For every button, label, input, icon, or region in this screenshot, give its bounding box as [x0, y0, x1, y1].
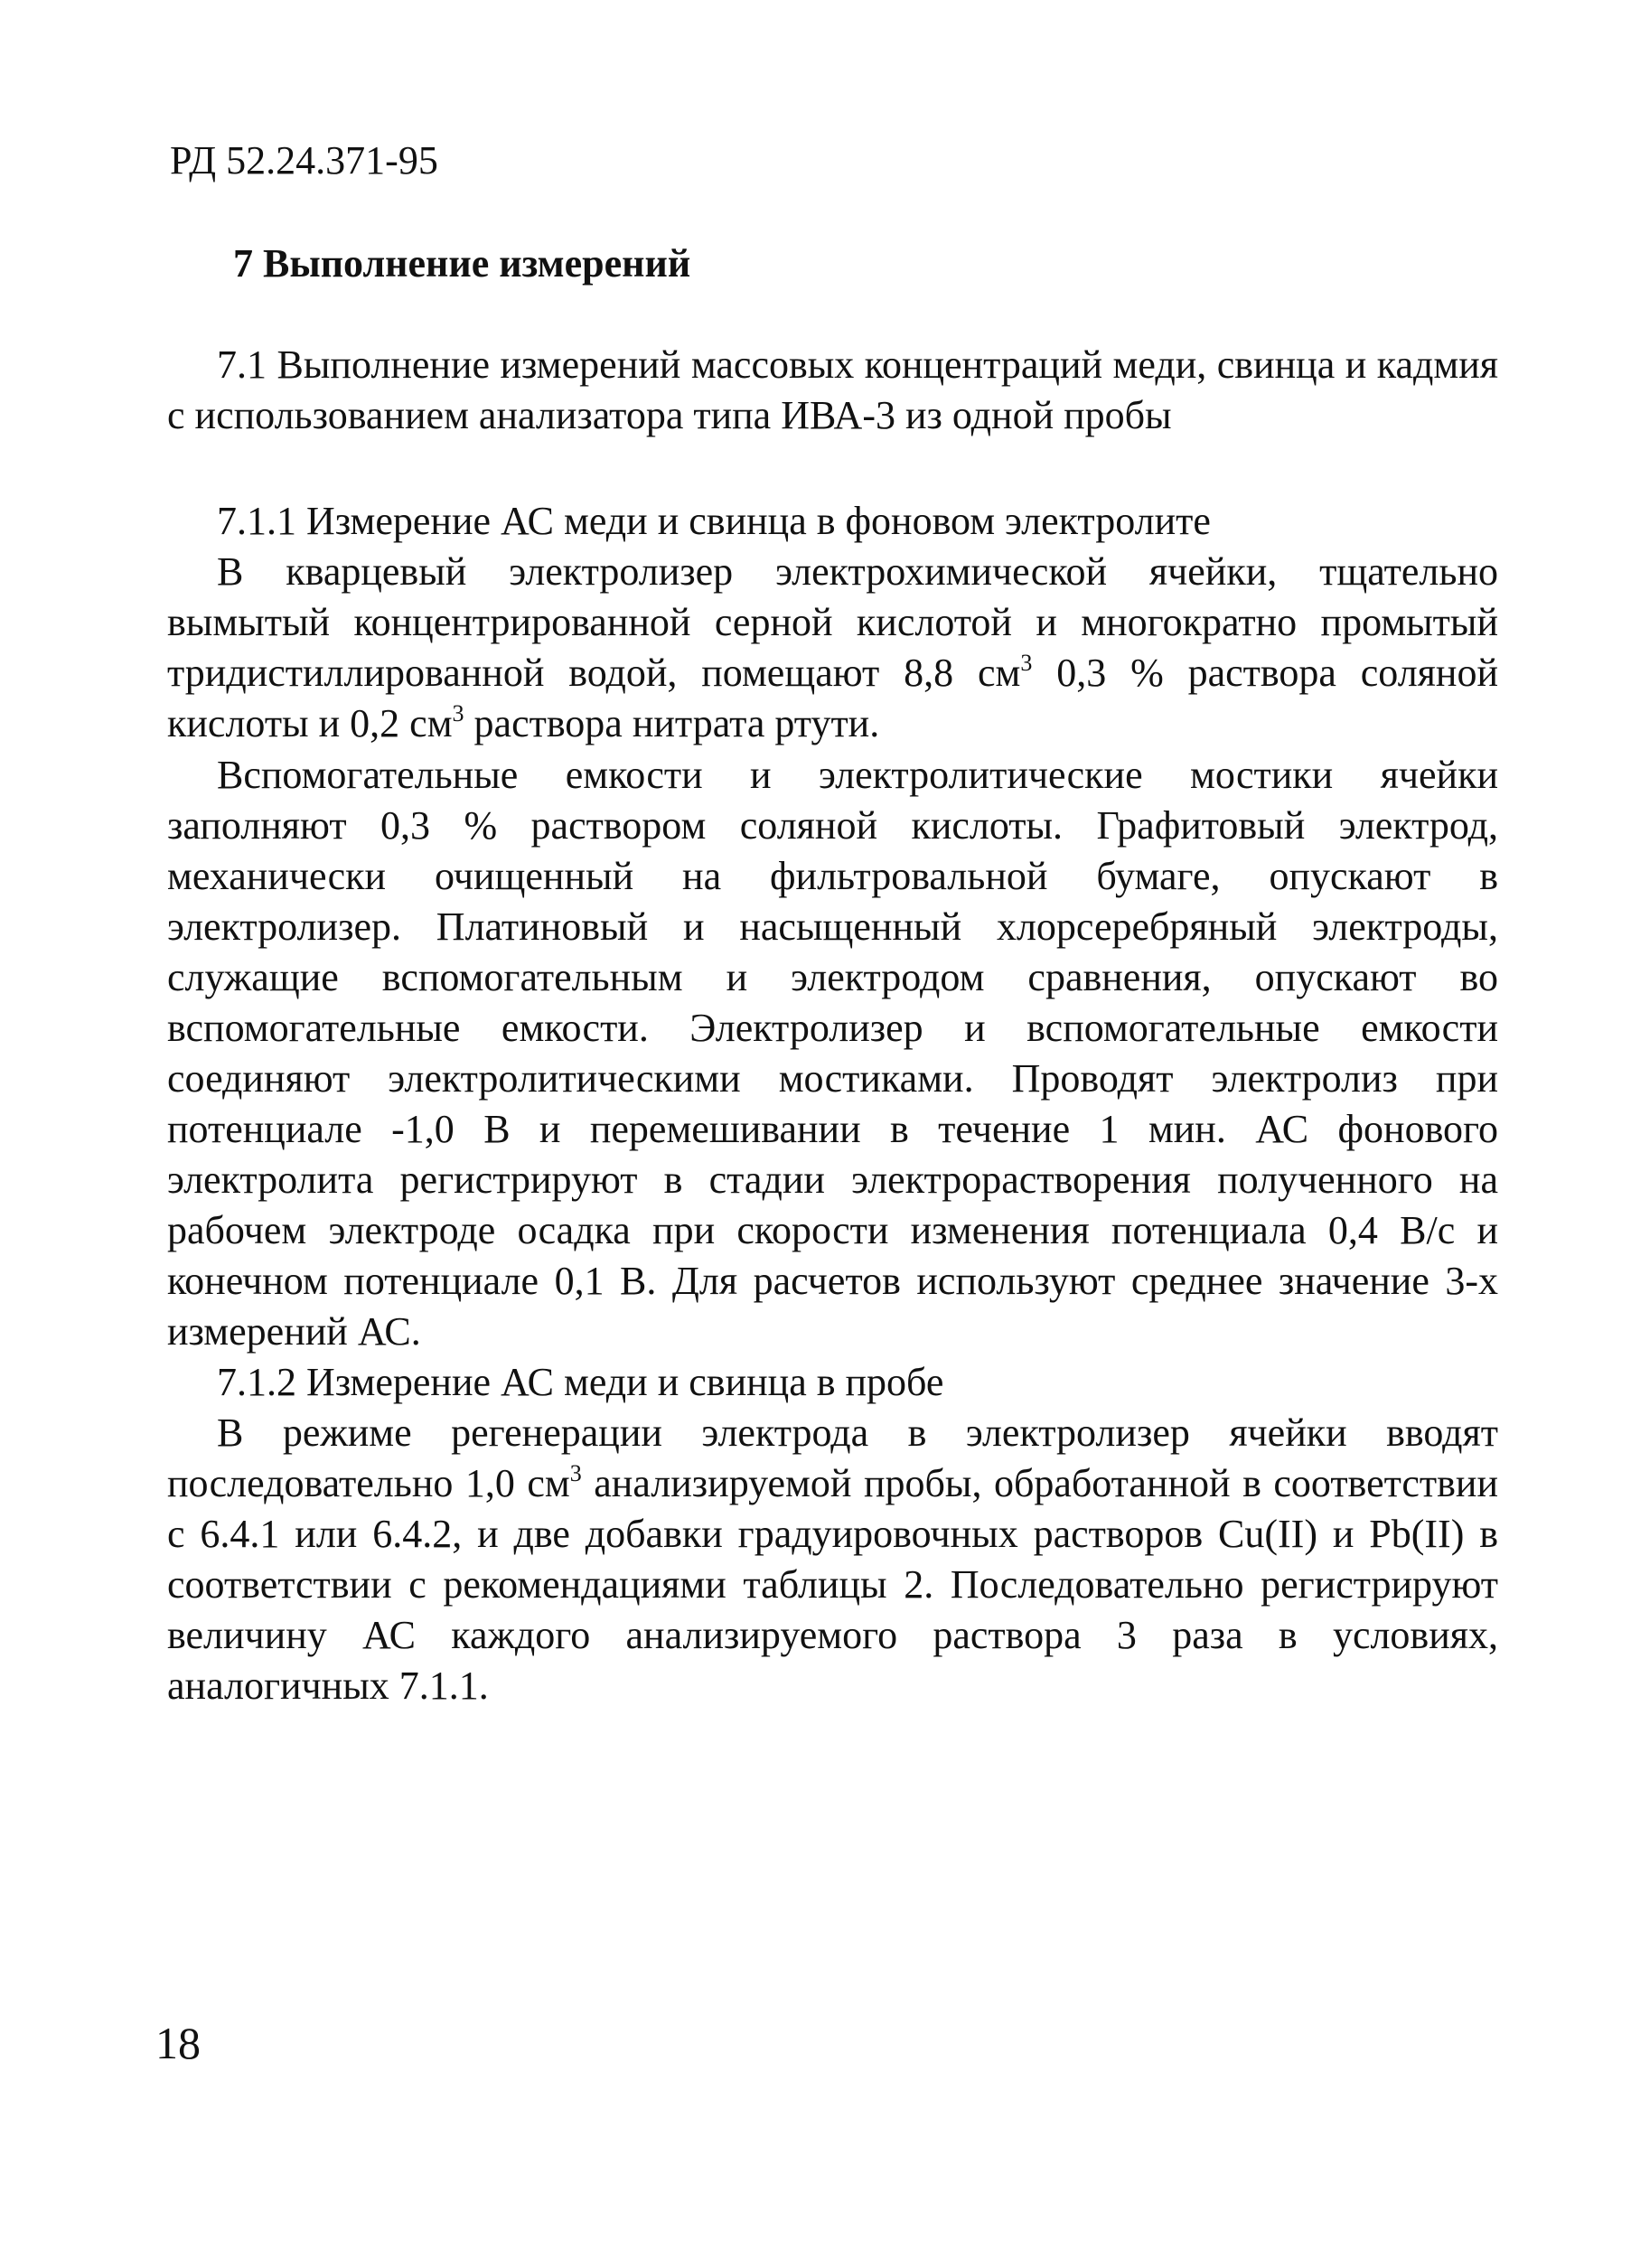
text-fragment: В режиме регенерации электрода в электролизер ячейки вводят последовательно 1,0 см — [167, 1410, 1498, 1505]
document-code: РД 52.24.371-95 — [170, 138, 438, 183]
paragraph-7-1-block — [167, 340, 1498, 441]
text-fragment: раствора нитрата ртути. — [464, 701, 880, 745]
text-fragment: анализируемой пробы, обработанной в соответствии с 6.4.1 или 6.4.2, и две добавки градуировочных растворов Cu(II) и Pb(II) в соответствии с рекомендациями таблицы 2. Последовательно регистрируют величину АС каждого анализируемого раствора 3 раза в условиях, аналогичных 7.1.1. — [167, 1461, 1498, 1708]
paragraph-7-1-1-electrolyzer — [167, 547, 1498, 749]
text-fragment: В кварцевый электролизер электрохимической ячейки, тщательно вымытый концентрированной серной кислотой и многократно промытый тридистиллированной водой, помещают 8,8 см — [167, 549, 1498, 695]
subsection-7-1-1-title: 7.1.1 Измерение АС меди и свинца в фоновом электролите — [217, 499, 1211, 543]
superscript: 3 — [569, 1460, 582, 1486]
paragraph-7-1-1-block — [167, 496, 1498, 749]
superscript: 3 — [1020, 650, 1033, 676]
subsection-7-1-2-title: 7.1.2 Измерение АС меди и свинца в пробе — [217, 1360, 944, 1404]
superscript: 3 — [452, 700, 464, 726]
section-heading: 7 Выполнение измерений — [233, 241, 691, 286]
text-fragment: 0,3 % раствора соляной кислоты и 0,2 см — [167, 651, 1498, 745]
page-number: 18 — [155, 2018, 201, 2068]
paragraph-7-1-2-sample — [167, 1408, 1498, 1711]
paragraph-7-1-1-b-block — [167, 750, 1498, 1711]
paragraph-7-1: 7.1 Выполнение измерений массовых концентраций меди, свинца и кадмия с использованием анализатора типа ИВА-3 из одной пробы — [167, 342, 1498, 437]
paragraph-7-1-1-auxiliary: Вспомогательные емкости и электролитические мостики ячейки заполняют 0,3 % раствором соляной кислоты. Графитовый электрод, механически очищенный на фильтровальной бумаге, опускают в электролизер. Платиновый и насыщенный хлорсеребряный электроды, служащие вспомогательным и электродом сравнения, опускают во вспомогательные емкости. Электролизер и вспомогательные емкости соединяют электролитическими мостиками. Проводят электролиз при потенциале -1,0 В и перемешивании в течение 1 мин. АС фонового электролита регистрируют в стадии электрорастворения полученного на рабочем электроде осадка при скорости изменения потенциала 0,4 В/с и конечном потенциале 0,1 В. Для расчетов используют среднее значение 3-х измерений АС. — [167, 753, 1498, 1354]
